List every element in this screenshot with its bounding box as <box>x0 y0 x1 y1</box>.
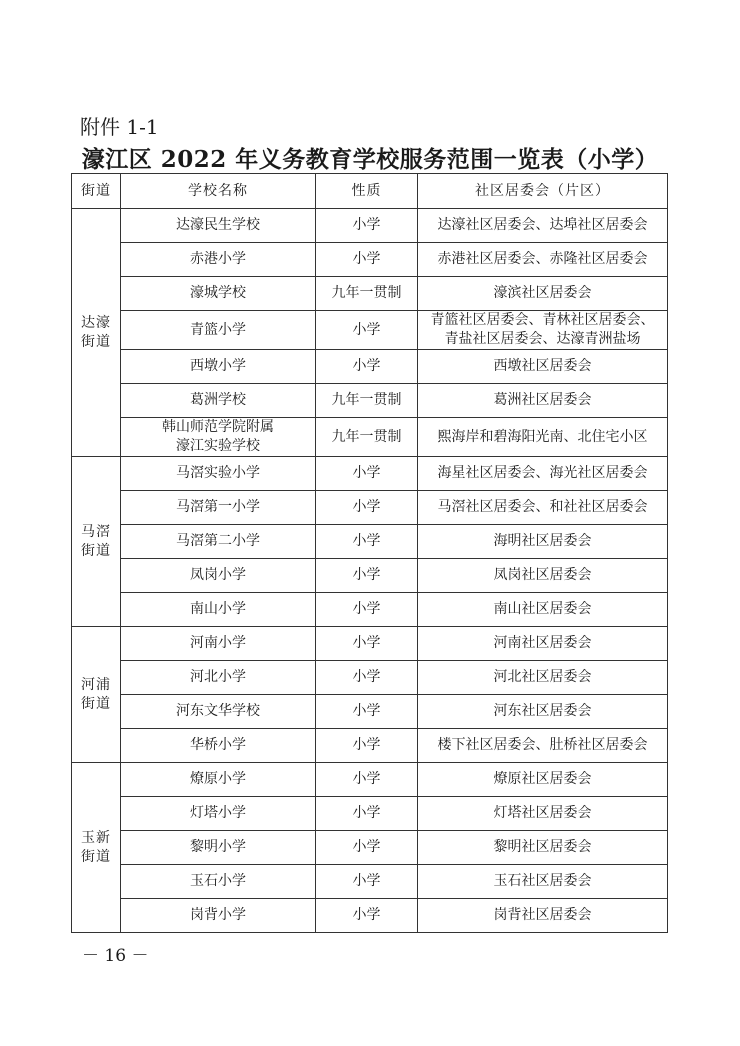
school-type-cell: 小学 <box>316 593 418 627</box>
school-type-cell: 小学 <box>316 865 418 899</box>
community-line: 马滘社区居委会、和社社区居委会 <box>437 499 648 515</box>
street-cell <box>72 763 121 933</box>
school-type-cell: 小学 <box>316 797 418 831</box>
table-row <box>72 559 668 593</box>
table-row <box>72 457 668 491</box>
street-name-line: 达濠 <box>81 314 111 331</box>
community-line: 河北社区居委会 <box>493 669 592 685</box>
school-type-cell: 小学 <box>316 695 418 729</box>
table-row <box>72 525 668 559</box>
school-type-cell: 小学 <box>316 525 418 559</box>
header-street: 街道 <box>72 174 121 209</box>
school-name-cell <box>121 525 316 559</box>
school-name-line: 葛洲学校 <box>190 392 246 408</box>
community-cell <box>418 384 668 418</box>
community-line: 河南社区居委会 <box>493 635 592 651</box>
community-line: 楼下社区居委会、肚桥社区居委会 <box>437 737 648 753</box>
table-row <box>72 695 668 729</box>
community-cell <box>418 243 668 277</box>
school-type-cell: 小学 <box>316 763 418 797</box>
school-name-line: 濠江实验学校 <box>176 438 260 454</box>
community-line: 青篮社区居委会、青林社区居委会、 <box>430 312 655 328</box>
school-name-line: 岗背小学 <box>190 907 246 923</box>
community-cell <box>418 277 668 311</box>
school-name-cell <box>121 695 316 729</box>
table-row <box>72 729 668 763</box>
table-row <box>72 661 668 695</box>
community-cell <box>418 457 668 491</box>
table-row <box>72 418 668 457</box>
community-cell <box>418 797 668 831</box>
school-name-cell <box>121 559 316 593</box>
school-name-line: 濠城学校 <box>190 285 246 301</box>
community-cell <box>418 418 668 457</box>
school-name-cell <box>121 899 316 933</box>
school-type-cell: 小学 <box>316 311 418 350</box>
table-row <box>72 243 668 277</box>
community-cell <box>418 865 668 899</box>
community-cell <box>418 491 668 525</box>
school-name-line: 黎明小学 <box>190 839 246 855</box>
community-line: 玉石社区居委会 <box>493 873 592 889</box>
school-name-cell <box>121 418 316 457</box>
school-name-cell <box>121 797 316 831</box>
community-cell <box>418 593 668 627</box>
community-cell <box>418 661 668 695</box>
school-name-cell <box>121 729 316 763</box>
attachment-label: 附件 1-1 <box>80 115 159 139</box>
table-row <box>72 209 668 243</box>
table-row <box>72 593 668 627</box>
school-name-line: 灯塔小学 <box>190 805 246 821</box>
table-row <box>72 763 668 797</box>
school-type-cell: 小学 <box>316 243 418 277</box>
school-name-line: 燎原小学 <box>190 771 246 787</box>
community-line: 达濠社区居委会、达埠社区居委会 <box>437 217 648 233</box>
school-name-cell <box>121 491 316 525</box>
header-type: 性质 <box>316 174 418 209</box>
school-name-line: 马滘第一小学 <box>176 499 260 515</box>
community-line: 海明社区居委会 <box>493 533 592 549</box>
school-type-cell: 小学 <box>316 899 418 933</box>
table-row <box>72 311 668 350</box>
community-line: 青盐社区居委会、达濠青洲盐场 <box>444 331 641 347</box>
school-type-cell: 九年一贯制 <box>316 384 418 418</box>
school-name-line: 凤岗小学 <box>190 567 246 583</box>
street-cell <box>72 209 121 457</box>
table-row <box>72 277 668 311</box>
street-name-line: 马滘 <box>81 523 111 540</box>
community-line: 葛洲社区居委会 <box>493 392 592 408</box>
school-type-cell: 小学 <box>316 559 418 593</box>
school-name-line: 达濠民生学校 <box>176 217 260 233</box>
school-name-cell <box>121 763 316 797</box>
community-cell <box>418 209 668 243</box>
table-row <box>72 627 668 661</box>
school-name-cell <box>121 831 316 865</box>
page-number: － 16 － <box>82 946 149 966</box>
table-row <box>72 831 668 865</box>
table-header-row <box>72 174 668 209</box>
school-name-line: 青篮小学 <box>190 321 246 338</box>
community-line: 濠滨社区居委会 <box>493 285 592 301</box>
street-name-line: 河浦 <box>81 676 111 693</box>
school-name-line: 河东文华学校 <box>176 703 260 719</box>
community-line: 西墩社区居委会 <box>493 358 592 374</box>
community-line: 南山社区居委会 <box>493 601 592 617</box>
school-name-cell <box>121 277 316 311</box>
community-line: 河东社区居委会 <box>493 703 592 719</box>
community-cell <box>418 627 668 661</box>
school-name-cell <box>121 627 316 661</box>
community-cell <box>418 831 668 865</box>
service-range-table <box>71 173 668 933</box>
community-line: 凤岗社区居委会 <box>493 567 592 583</box>
school-type-cell: 小学 <box>316 831 418 865</box>
table-row <box>72 491 668 525</box>
school-name-line: 玉石小学 <box>190 873 246 889</box>
community-line: 熙海岸和碧海阳光南、北住宅小区 <box>437 428 648 445</box>
community-cell <box>418 525 668 559</box>
school-name-line: 马滘第二小学 <box>176 533 260 549</box>
school-type-cell: 小学 <box>316 661 418 695</box>
school-name-cell <box>121 457 316 491</box>
school-name-line: 河南小学 <box>190 635 246 651</box>
street-name-line: 街道 <box>81 848 111 865</box>
school-type-cell: 小学 <box>316 491 418 525</box>
street-cell <box>72 627 121 763</box>
street-name-line: 街道 <box>81 333 111 350</box>
community-line: 海星社区居委会、海光社区居委会 <box>437 465 648 481</box>
community-line: 岗背社区居委会 <box>493 907 592 923</box>
school-name-cell <box>121 593 316 627</box>
community-cell <box>418 763 668 797</box>
school-name-line: 华桥小学 <box>190 737 246 753</box>
school-type-cell: 小学 <box>316 627 418 661</box>
school-name-cell <box>121 384 316 418</box>
community-line: 赤港社区居委会、赤隆社区居委会 <box>437 251 648 267</box>
page-title: 濠江区 2022 年义务教育学校服务范围一览表（小学） <box>81 146 659 173</box>
table-row <box>72 797 668 831</box>
community-cell <box>418 695 668 729</box>
community-cell <box>418 729 668 763</box>
community-cell <box>418 559 668 593</box>
school-name-line: 西墩小学 <box>190 358 246 374</box>
school-name-cell <box>121 865 316 899</box>
school-type-cell: 小学 <box>316 729 418 763</box>
school-name-cell <box>121 243 316 277</box>
table-row <box>72 865 668 899</box>
school-name-cell <box>121 350 316 384</box>
school-type-cell: 小学 <box>316 457 418 491</box>
school-name-line: 南山小学 <box>190 601 246 617</box>
table-row <box>72 899 668 933</box>
school-name-line: 马滘实验小学 <box>176 465 260 481</box>
community-line: 燎原社区居委会 <box>493 771 592 787</box>
street-name-line: 街道 <box>81 695 111 712</box>
school-type-cell: 九年一贯制 <box>316 418 418 457</box>
school-type-cell: 九年一贯制 <box>316 277 418 311</box>
header-school: 学校名称 <box>121 174 316 209</box>
community-cell <box>418 350 668 384</box>
school-type-cell: 小学 <box>316 209 418 243</box>
table-body <box>72 209 668 933</box>
table-row <box>72 384 668 418</box>
street-name-line: 玉新 <box>81 829 111 846</box>
community-cell <box>418 311 668 350</box>
community-line: 灯塔社区居委会 <box>493 805 592 821</box>
school-name-cell <box>121 661 316 695</box>
community-line: 黎明社区居委会 <box>493 839 592 855</box>
school-name-line: 赤港小学 <box>190 251 246 267</box>
table-row <box>72 350 668 384</box>
header-community: 社区居委会（片区） <box>418 174 668 209</box>
school-name-line: 河北小学 <box>190 669 246 685</box>
street-cell <box>72 457 121 627</box>
school-type-cell: 小学 <box>316 350 418 384</box>
school-name-cell <box>121 209 316 243</box>
community-cell <box>418 899 668 933</box>
school-name-cell <box>121 311 316 350</box>
street-name-line: 街道 <box>81 542 111 559</box>
school-name-line: 韩山师范学院附属 <box>162 419 274 435</box>
